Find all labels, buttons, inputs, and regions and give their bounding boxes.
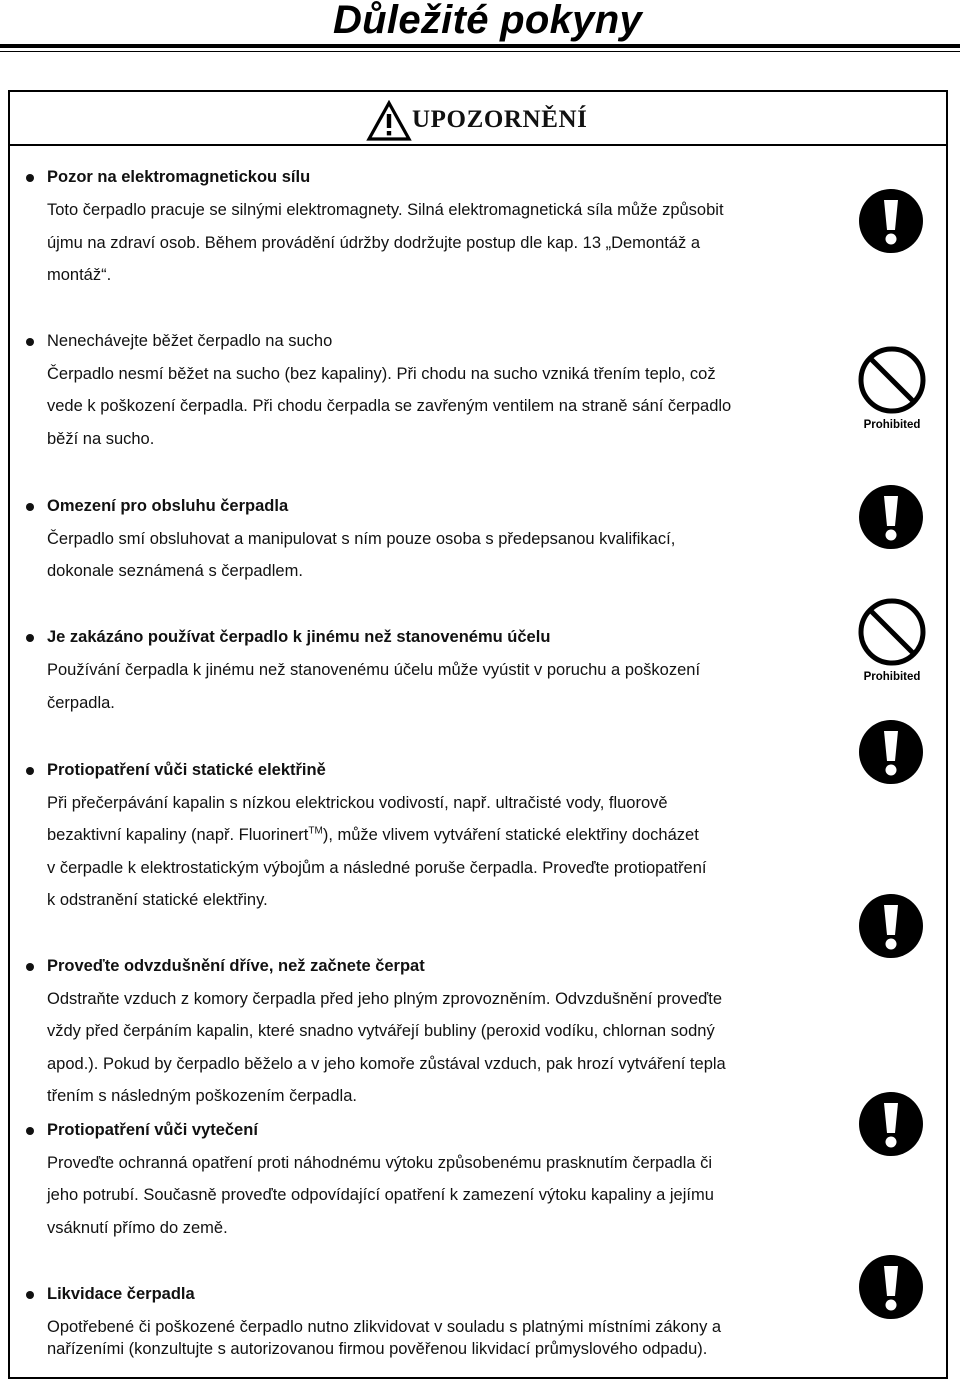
bullet [26,767,34,775]
section-text: třením s následným poškozením čerpadla. [47,1087,357,1105]
bullet [26,634,34,642]
mandatory-exclamation-icon [858,1091,924,1157]
bullet [26,174,34,182]
section-text: k odstranění statické elektřiny. [47,891,268,909]
section-heading: Je zakázáno používat čerpadlo k jinému než stanovenému účelu [47,628,551,646]
prohibited-label: Prohibited [863,671,921,683]
mandatory-exclamation-icon [858,719,924,785]
bullet [26,1127,34,1135]
section-text: Používání čerpadla k jinému než stanovenému účelu může vyústit v poruchu a poškození [47,661,701,679]
section-text: vsáknutí přímo do země. [47,1219,228,1237]
section-text: Čerpadlo nesmí běžet na sucho (bez kapaliny). Při chodu na sucho vzniká třením teplo, což [47,365,716,383]
warning-triangle-icon [366,100,412,142]
section-text-part: bezaktivní kapaliny (např. Fluorinert [47,826,309,844]
section-text: běží na sucho. [47,430,155,448]
prohibited-label: Prohibited [863,419,921,431]
section-text: čerpadla. [47,694,115,712]
section-text: montáž“. [47,266,112,284]
section-text: Opotřebené či poškozené čerpadlo nutno zlikvidovat v souladu s platnými místními zákony a [47,1318,722,1336]
section-text: apod.). Pokud by čerpadlo běželo a v jeho komoře zůstával vzduch, pak hrozí vytváření tepla [47,1055,726,1073]
mandatory-exclamation-icon [858,1254,924,1320]
section-heading: Nenechávejte běžet čerpadlo na sucho [47,332,333,350]
section-text: v čerpadle k elektrostatickým výbojům a následné poruše čerpadla. Proveďte protiopatření [47,859,707,877]
section-text: nařízeními (konzultujte s autorizovanou firmou pověřenou likvidací průmyslového odpadu). [47,1340,708,1358]
mandatory-exclamation-icon [858,893,924,959]
bullet [26,1291,34,1299]
section-text: újmu na zdraví osob. Během provádění údržby dodržujte postup dle kap. 13 „Demontáž a [47,234,701,252]
section-heading: Protiopatření vůči statické elektřině [47,761,326,779]
section-heading: Likvidace čerpadla [47,1285,195,1303]
warning-label: UPOZORNĚNÍ [412,106,588,133]
section-heading: Omezení pro obsluhu čerpadla [47,497,289,515]
bullet [26,338,34,346]
section-text: Čerpadlo smí obsluhovat a manipulovat s ním pouze osoba s předepsanou kvalifikací, [47,530,676,548]
section-heading: Protiopatření vůči vytečení [47,1121,258,1139]
mandatory-exclamation-icon [858,188,924,254]
section-text: Proveďte ochranná opatření proti náhodnému výtoku způsobenému prasknutím čerpadla či [47,1154,713,1172]
section-text: Při přečerpávání kapalin s nízkou elektrickou vodivostí, např. ultračisté vody, fluorově [47,794,668,812]
header-rule-thin [0,51,960,52]
bullet [26,503,34,511]
section-text-part: ), může vlivem vytváření statické elektřiny docházet [322,826,699,844]
header-rule [0,44,960,48]
section-text [47,826,699,845]
prohibited-icon [854,596,930,688]
section-text: dokonale seznámená s čerpadlem. [47,562,303,580]
page-title: Důležité pokyny [332,0,642,42]
prohibited-icon [854,344,930,436]
section-text: jeho potrubí. Současně proveďte odpovídající opatření k zamezení výtoku kapaliny a jejímu [47,1186,714,1204]
section-heading: Pozor na elektromagnetickou sílu [47,168,311,186]
section-text: Odstraňte vzduch z komory čerpadla před jeho plným zprovozněním. Odvzdušnění proveďte [47,990,723,1008]
mandatory-exclamation-icon [858,484,924,550]
trademark-sup: TM [308,825,323,837]
section-heading: Proveďte odvzdušnění dříve, než začnete čerpat [47,957,425,975]
bullet [26,963,34,971]
section-text: vede k poškození čerpadla. Při chodu čerpadla se zavřeným ventilem na straně sání čerpadlo [47,397,732,415]
section-text: Toto čerpadlo pracuje se silnými elektromagnety. Silná elektromagnetická síla může způsobit [47,201,724,219]
section-text: vždy před čerpáním kapalin, které snadno vytvářejí bubliny (peroxid vodíku, chlornan sodný [47,1022,715,1040]
